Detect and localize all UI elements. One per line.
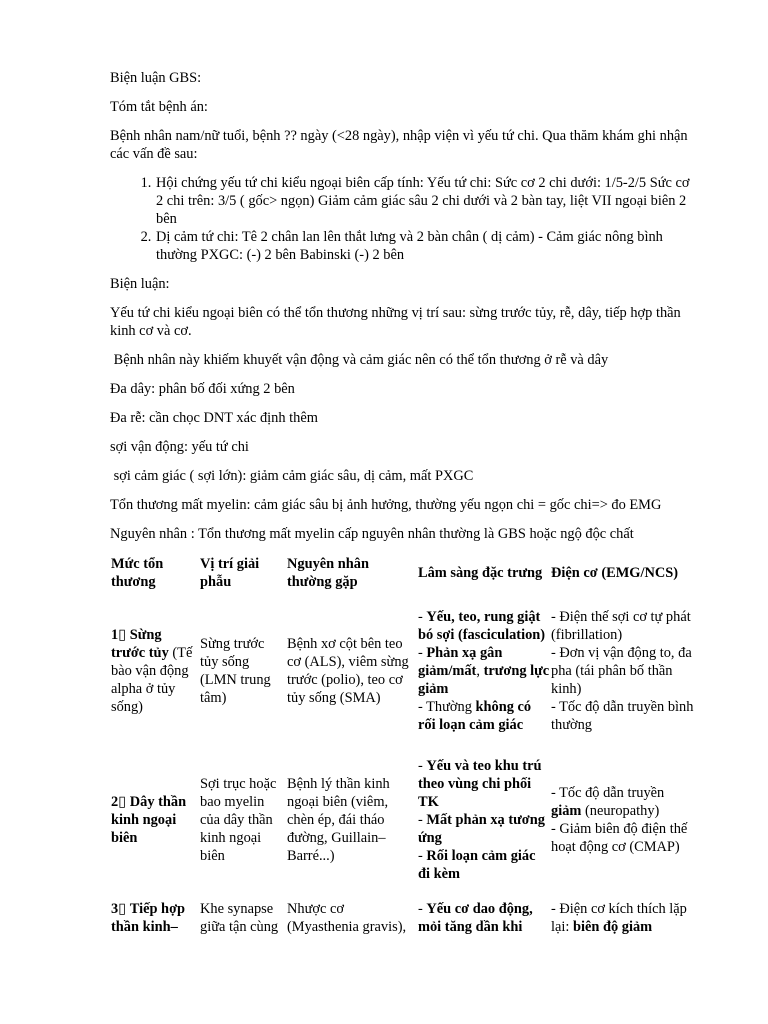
table-header-cell: Lâm sàng đặc trưng bbox=[418, 565, 543, 581]
argument-paragraph: sợi cảm giác ( sợi lớn): giảm cảm giác sâu, dị cảm, mất PXGC bbox=[110, 468, 474, 484]
argument-paragraph: Đa dây: phân bố đối xứng 2 bên bbox=[110, 381, 295, 397]
missing-glyph-icon: ▯ bbox=[118, 793, 127, 810]
table-row bbox=[110, 891, 696, 960]
clinical-line: - Rối loạn cảm giác đi kèm bbox=[418, 847, 536, 882]
table-header-cell: Vị trí giải phẫu bbox=[200, 556, 260, 590]
level-cell bbox=[110, 891, 199, 960]
problem-item-2: 2. Dị cảm tứ chi: Tê 2 chân lan lên thắt lưng và 2 bàn chân ( dị cảm) - Cảm giác nông bình thường PXGC: (-) 2 bên Babinski (-) 2 bên bbox=[155, 228, 700, 264]
level-note: (Tế bào vận động alpha ở tủy sống) bbox=[111, 644, 193, 715]
missing-glyph-icon: ▯ bbox=[118, 626, 127, 643]
argument-paragraph: Tổn thương mất myelin: cảm giác sâu bị ảnh hưởng, thường yếu ngọn chi = gốc chi=> đo EMG bbox=[110, 497, 662, 513]
problem-list bbox=[110, 174, 700, 264]
level-number: 3 bbox=[111, 901, 119, 917]
argument-heading: Biện luận: bbox=[110, 276, 170, 292]
level-number: 2 bbox=[111, 793, 119, 810]
table-header-cell: Nguyên nhân thường gặp bbox=[287, 556, 369, 590]
cause-cell: Bệnh lý thần kinh ngoại biên (viêm, chèn ép, đái tháo đường, Guillain–Barré...) bbox=[287, 775, 390, 864]
argument-paragraph: sợi vận động: yếu tứ chi bbox=[110, 439, 249, 455]
clinical-line: - Thường không có rối loạn cảm giác bbox=[418, 698, 532, 733]
argument-paragraph: Yếu tứ chi kiểu ngoại biên có thể tổn thương những vị trí sau: sừng trước tủy, rễ, dây, tiếp hợp thần kinh cơ và cơ. bbox=[110, 305, 681, 339]
table-row bbox=[110, 593, 696, 748]
clinical-line: - Yếu và teo khu trú theo vùng chi phối TK bbox=[418, 757, 542, 810]
intro-paragraph: Bệnh nhân nam/nữ tuổi, bệnh ?? ngày (<28 ngày), nhập viện vì yếu tứ chi. Qua thăm khám ghi nhận các vấn đề sau: bbox=[110, 128, 688, 162]
site-cell: Sừng trước tủy sống (LMN trung tâm) bbox=[200, 635, 271, 706]
clinical-line: - Yếu, teo, rung giật bó sợi (fasciculation) bbox=[418, 608, 546, 643]
clinical-line: - Mất phản xạ tương ứng bbox=[418, 811, 545, 846]
problem-item-1: 1. Hội chứng yếu tứ chi kiểu ngoại biên cấp tính: Yếu tứ chi: Sức cơ 2 chi dưới: 1/5-2/5 Sức cơ 2 chi trên: 3/5 ( gốc> ngọn) Giảm cảm giác sâu 2 chi dưới và 2 bàn tay, liệt VII ngoại biên 2 bên bbox=[155, 174, 700, 228]
emg-cell: - Điện cơ kích thích lặp lại: biên độ giảm bbox=[551, 901, 687, 935]
table-header-cell: Điện cơ (EMG/NCS) bbox=[551, 565, 679, 581]
level-name: Dây thần kinh ngoại biên bbox=[111, 793, 187, 846]
emg-line: - Tốc độ dẫn truyền giảm (neuropathy) bbox=[551, 784, 665, 819]
emg-line: - Điện thế sợi cơ tự phát (fibrillation) bbox=[551, 608, 691, 643]
missing-glyph-icon: ▯ bbox=[118, 901, 127, 917]
cause-cell: Bệnh xơ cột bên teo cơ (ALS), viêm sừng trước (polio), teo cơ tủy sống (SMA) bbox=[287, 635, 409, 706]
table-row bbox=[110, 748, 696, 891]
clinical-cell bbox=[417, 593, 550, 748]
cause-cell: Nhược cơ (Myasthenia gravis), bbox=[287, 901, 407, 935]
emg-line: - Tốc độ dẫn truyền bình thường bbox=[551, 698, 694, 733]
emg-line: - Giảm biên độ điện thế hoạt động cơ (CMAP) bbox=[551, 820, 688, 855]
table-header-row bbox=[110, 553, 696, 593]
argument-paragraph: Đa rễ: cần chọc DNT xác định thêm bbox=[110, 410, 318, 426]
lesion-level-table bbox=[110, 553, 696, 960]
site-cell: Khe synapse giữa tận cùng bbox=[200, 901, 279, 935]
clinical-line: - Phản xạ gân giảm/mất, trương lực giảm bbox=[418, 644, 550, 697]
level-name: Sừng trước tủy bbox=[111, 626, 169, 661]
table-header-cell: Mức tổn thương bbox=[111, 556, 164, 590]
summary-heading: Tóm tắt bệnh án: bbox=[110, 99, 208, 115]
level-number: 1 bbox=[111, 626, 119, 643]
emg-cell bbox=[550, 593, 696, 748]
emg-line: - Đơn vị vận động to, đa pha (tái phân bố thần kinh) bbox=[551, 644, 692, 697]
document-title: Biện luận GBS: bbox=[110, 70, 202, 86]
document-body bbox=[110, 69, 700, 960]
clinical-cell bbox=[417, 748, 550, 891]
site-cell: Sợi trục hoặc bao myelin của dây thần kinh ngoại biên bbox=[200, 775, 277, 864]
emg-cell bbox=[550, 748, 696, 891]
clinical-cell: - Yếu cơ dao động, mỏi tăng dần khi bbox=[418, 901, 533, 935]
argument-paragraph: Bệnh nhân này khiếm khuyết vận động và cảm giác nên có thể tổn thương ở rễ và dây bbox=[110, 352, 609, 368]
level-cell bbox=[110, 593, 199, 748]
level-cell bbox=[110, 748, 199, 891]
level-name: Tiếp hợp thần kinh– bbox=[111, 901, 186, 935]
argument-paragraph: Nguyên nhân : Tổn thương mất myelin cấp nguyên nhân thường là GBS hoặc ngộ độc chất bbox=[110, 526, 634, 542]
